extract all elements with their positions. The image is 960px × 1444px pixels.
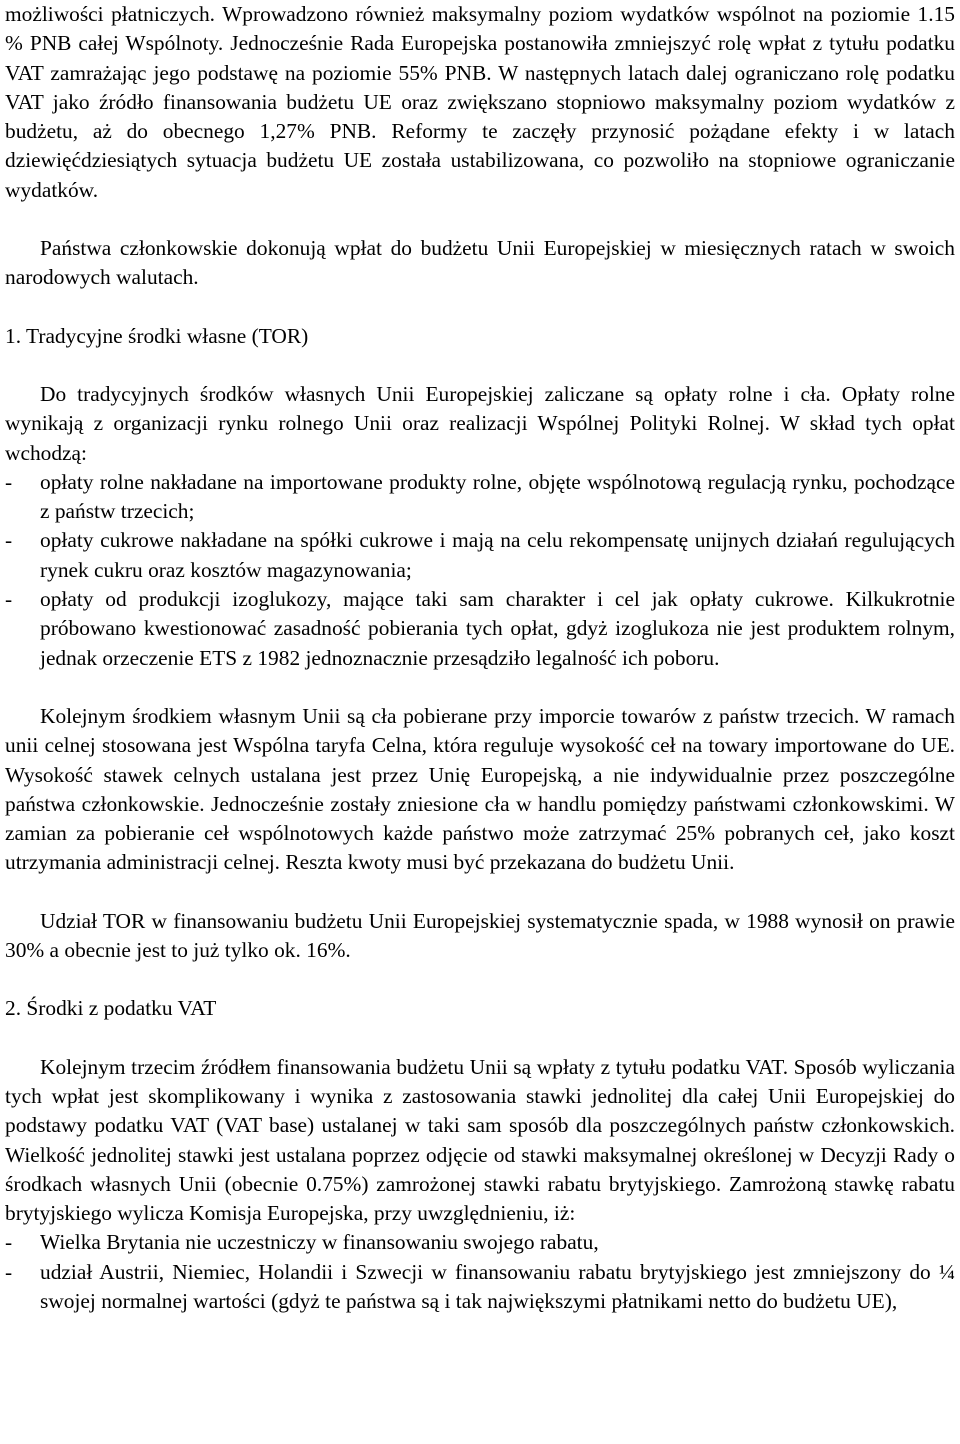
spacer: [5, 673, 955, 702]
list-item-rebate-share: [5, 1258, 955, 1317]
list-dash: -: [5, 587, 13, 612]
paragraph-intro: możliwości płatniczych. Wprowadzono również maksymalny poziom wydatków wspólnot na poziomie 1.15 % PNB całej Wspólnoty. Jednocześnie Rada Europejska postanowiła zmniejszyć rolę wpłat z tytułu podatku VAT zamrażając jego podstawę na poziomie 55% PNB. W następnych latach dalej ograniczano rolę podatku VAT jako źródło finansowania budżetu UE oraz zwiększano stopniowo maksymalny poziom wydatków z budżetu, aż do obecnego 1,27% PNB. Reformy te zaczęły przynosić pożądane efekty i w latach dziewięćdziesiątych sytuacja budżetu UE została ustabilizowana, co pozwoliło na stopniowe ograniczanie wydatków.: [5, 2, 955, 202]
spacer: [5, 878, 955, 907]
list-item-text: Wielka Brytania nie uczestniczy w finansowaniu swojego rabatu,: [40, 1230, 599, 1255]
spacer: [5, 351, 955, 380]
list-dash: -: [5, 1259, 13, 1284]
paragraph-tor-share: Udział TOR w finansowaniu budżetu Unii Europejskiej systematycznie spada, w 1988 wynosił on prawie 30% a obecnie jest to już tylko ok. 16%.: [5, 908, 955, 963]
heading-tor: 1. Tradycyjne środki własne (TOR): [5, 323, 309, 348]
list-item-text: udział Austrii, Niemiec, Holandii i Szwecji w finansowaniu rabatu brytyjskiego jest zmniejszony do ¼ swojej normalnej wartości (gdyż te państwa są i tak największymi płatnikami netto do budżetu UE),: [40, 1259, 955, 1313]
paragraph-vat-intro: Kolejnym trzecim źródłem finansowania budżetu Unii są wpłaty z tytułu podatku VAT. Sposób wyliczania tych wpłat jest skomplikowany i wynika z zastosowania stawki jednolitej dla całej Unii Europejskiej do podstawy podatku VAT (VAT base) ustalanej w taki sam sposób dla poszczególnych państw członkowskich. Wielkość jednolitej stawki jest ustalana poprzez odjęcie od stawki maksymalnej określonej w Decyzji Rady o środkach własnych Unii (obecnie 0.75%) zamrożonej stawki rabatu brytyjskiego. Zamrożoną stawkę rabatu brytyjskiego wylicza Komisja Europejska, przy uwzględnieniu, iż:: [5, 1054, 955, 1226]
list-item-text: opłaty cukrowe nakładane na spółki cukrowe i mają na celu rekompensatę unijnych działań regulujących rynek cukru oraz kosztów magazynowania;: [40, 528, 955, 582]
list-item-agricultural-levies: [5, 468, 955, 527]
document-page: [5, 0, 955, 1316]
list-item-sugar-levies: [5, 526, 955, 585]
list-item-isoglucose-levies: [5, 585, 955, 673]
spacer: [5, 965, 955, 994]
paragraph-tor-intro: Do tradycyjnych środków własnych Unii Europejskiej zaliczane są opłaty rolne i cła. Opłaty rolne wynikają z organizacji rynku rolnego Unii oraz realizacji Wspólnej Polityki Rolnej. W skład tych opłat wchodzą:: [5, 381, 955, 465]
list-dash: -: [5, 528, 13, 553]
spacer: [5, 1024, 955, 1053]
spacer: [5, 293, 955, 322]
spacer: [5, 205, 955, 234]
list-dash: -: [5, 469, 13, 494]
list-dash: -: [5, 1230, 13, 1255]
paragraph-member-states: Państwa członkowskie dokonują wpłat do budżetu Unii Europejskiej w miesięcznych ratach w swoich narodowych walutach.: [5, 236, 955, 290]
paragraph-customs: Kolejnym środkiem własnym Unii są cła pobierane przy imporcie towarów z państw trzecich. W ramach unii celnej stosowana jest Wspólna taryfa Celna, która reguluje wysokość ceł na towary importowane do UE. Wysokość stawek celnych ustalana jest przez Unię Europejską, a nie indywidualnie przez poszczególne państwa członkowskie. Jednocześnie zostały zniesione cła w handlu pomiędzy państwami członkowskimi. W zamian za pobieranie ceł wspólnotowych każde państwo może zatrzymać 25% pobranych ceł, jako koszt utrzymania administracji celnej. Reszta kwoty musi być przekazana do budżetu Unii.: [5, 703, 955, 875]
heading-vat: 2. Środki z podatku VAT: [5, 996, 217, 1021]
list-item-text: opłaty od produkcji izoglukozy, mające taki sam charakter i cel jak opłaty cukrowe. Kilkukrotnie próbowano kwestionować zasadność pobierania tych opłat, gdyż izoglukoza nie jest produktem rolnym, jednak orzeczenie ETS z 1982 jednoznacznie przesądziło legalność ich poboru.: [40, 587, 955, 670]
list-item-uk-rebate: [5, 1228, 955, 1257]
list-item-text: opłaty rolne nakładane na importowane produkty rolne, objęte wspólnotową regulacją rynku, pochodzące z państw trzecich;: [40, 469, 955, 524]
